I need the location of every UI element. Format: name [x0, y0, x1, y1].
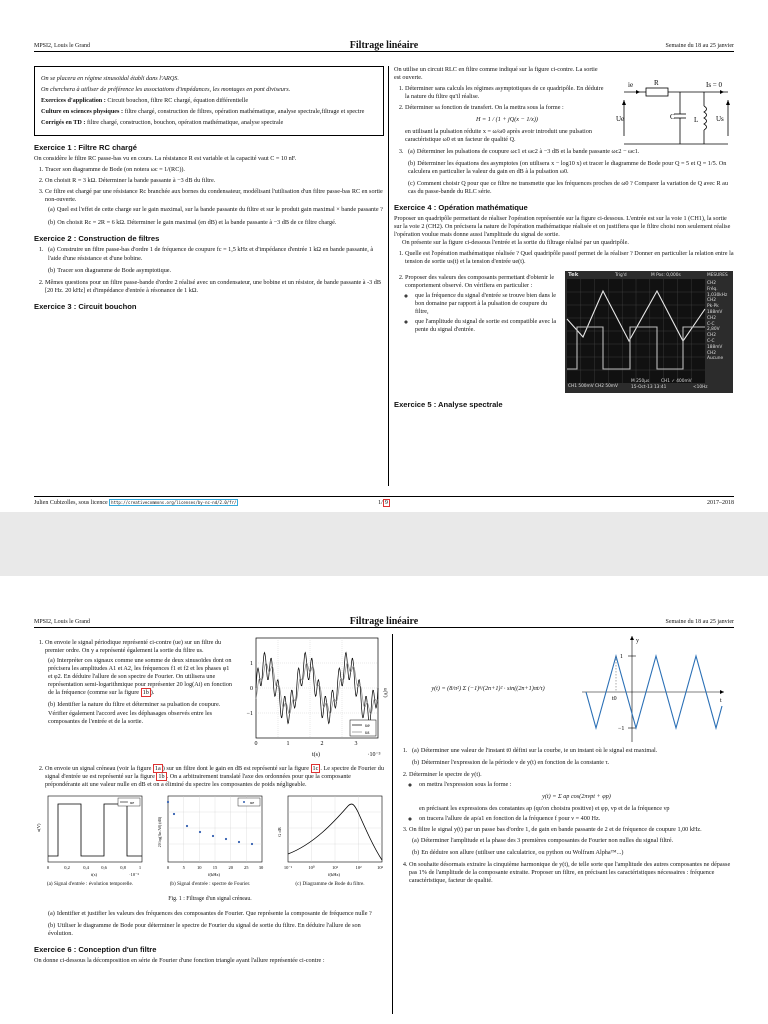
intro-culture: Culture en sciences physiques : filtre chargé, construction de filtres, opération mathématique, analyse spectrale,filtrage et spectre — [41, 108, 365, 116]
ex5-q1-block — [34, 634, 386, 762]
intro-line-2: On cherchera à utiliser de préférence les associations d'impédances, les montages en pont diviseurs. — [41, 86, 291, 94]
legend-ue: ue — [365, 724, 370, 729]
header-rule — [34, 627, 734, 628]
square-wave-plot — [34, 792, 146, 878]
column-divider — [392, 634, 393, 1014]
x-label: f(kHz) — [328, 872, 340, 878]
label-r: R — [654, 79, 659, 87]
x-tick: 0,6 — [101, 865, 107, 871]
y-label: u(V) — [382, 688, 387, 698]
scope-meas: 188mV — [707, 344, 723, 350]
x-label: t(s) — [312, 752, 320, 758]
sub-question: (b) On choisit Rc = 2R = 6 kΩ. Déterminer le gain maximal (en dB) et la bande passante à −3 dB de ce filtre chargé. — [48, 218, 337, 226]
header-left: MPSI2, Louis le Grand — [34, 619, 90, 625]
exercise-2-questions — [34, 246, 384, 294]
scope-meas: Pk-Pk — [707, 304, 719, 310]
question: 1. Quelle est l'opération mathématique réalisée ? Quel quadripôle passif permet de la réaliser ? Donner en particulier la relation entre la tension de sortie us(t) et la tension d'entrée ue(t). — [405, 250, 734, 266]
y-tick: −1 — [246, 711, 253, 717]
triangle-wave-plot — [578, 634, 728, 744]
exercise-1-intro: On considère le filtre RC passe-bas vu en cours. La résistance R est variable et la capacité vaut C = 10 nF. — [34, 155, 297, 163]
scope-date: 15-Oct-13 13:41 — [631, 385, 667, 391]
question: 2. Déterminer sa fonction de transfert. On la mettra sous la forme : H = 1 / (1 + jQ(x − 1/x)) en utilisant la pulsation réduite x = ω/ω0 après avoir introduit une pulsation caractéristique ω0 et un facteur de qualité Q. — [405, 104, 609, 144]
column-divider — [388, 66, 389, 486]
bullet: ◦ que l'amplitude du signal de sortie est compatible avec la pente du signal d'entrée. — [415, 318, 559, 334]
scope-meas: CH2 — [707, 315, 716, 321]
intro-application: Exercices d'application : Circuit bouchon, filtre RC chargé, équation différentielle — [41, 97, 249, 105]
header-left: MPSI2, Louis le Grand — [34, 43, 90, 49]
label-ie: ie — [628, 81, 634, 89]
page-number: 1/ 9 — [378, 500, 388, 506]
x-scale: ·10⁻³ — [367, 752, 381, 758]
exercise-6-title: Exercice 6 : Conception d'un filtre — [34, 944, 157, 954]
page-header — [34, 38, 734, 52]
x-tick: 0 — [254, 741, 258, 747]
fourier-series-formula: y(t) = (8/π²) Σ (−1)ⁿ/(2n+1)² · sin((2n+1)πt/τ) — [431, 684, 545, 692]
sub-question: 1. (a) Déterminer une valeur de l'instant t0 défini sur la courbe, ie un instant où le signal est maximal. — [412, 747, 658, 754]
scope-graticule — [567, 279, 705, 383]
left-column — [34, 66, 384, 314]
x-tick: 15 — [212, 865, 218, 871]
sub-question: (a) Identifier et justifier les valeurs des fréquences des composantes de Fourier. Que représente la composante de fréquence nulle ? — [48, 909, 372, 917]
question: 2. On choisit R = 3 kΩ. Déterminer la bande passante à −3 dB du filtre. — [45, 177, 384, 185]
x-scale: ·10⁻³ — [129, 872, 139, 878]
page-header — [34, 614, 734, 628]
scope-freq: <10Hz — [693, 385, 708, 391]
scope-trigger: CH1 ✓ 400mV — [661, 379, 692, 385]
intro-td: Corrigés en TD : filtre chargé, construction, bouchon, opération mathématique, analyse spectrale — [41, 119, 284, 127]
question: 3. Ce filtre est chargé par une résistance Rc branchée aux bornes du condensateur, modélisant l'utilisation d'un filtre passe-bas RC en sortie non-ouverte. (a) Quel est l'effet de cette charge sur le gain maximal, sur la bande passante du filtre et sur le produit gain maximal × bande passante ? (b) On choisit Rc = 2R = 6 kΩ. Déterminer le gain maximal (en dB) et la bande passante à −3 dB de ce filtre chargé. — [45, 188, 384, 226]
figure-1c — [274, 792, 386, 888]
page-2 — [0, 576, 768, 1024]
exercise-4-intro-2: On présente sur la figure ci-dessous l'entrée et la sortie du filtrage réalisé par un quadripôle. — [402, 238, 629, 246]
sub-question: (b) Déterminer les équations des asymptotes (on utilisera x − log10 x) et tracer le diagramme de Bode pour Q = 5 et Q = 1/5. On calculera en particulier la valeur du gain en dB à la pulsation ω0. — [408, 159, 727, 175]
x-tick: 1 — [286, 741, 290, 747]
exercise-3-title: Exercice 3 : Circuit bouchon — [34, 301, 137, 311]
x-tick: 0 — [166, 865, 170, 871]
question: 2. On envoie un signal créneau (voir la figure 1a ) sur un filtre dont le gain en dB est représenté sur la figure 1c . Le spectre de Fourier du signal d'entrée ue est représenté sur la figure 1b . On a arbitrairement translaté l'axe des ordonnées pour que la composante prépondérante ait une valeur nulle en dB et on a éliminé du spectre les composantes de poids négligeable. — [45, 765, 386, 789]
x-tick: 0 — [46, 865, 50, 871]
scope-measures: MESURES — [707, 273, 728, 279]
exercise-5-q2-subquestions — [34, 910, 386, 938]
legend: ue — [130, 800, 135, 806]
exercise-2-title: Exercice 2 : Construction de filtres — [34, 233, 160, 243]
label-is: Is = 0 — [706, 81, 723, 89]
question — [45, 246, 384, 274]
exercise-4-questions — [394, 250, 734, 266]
license-link[interactable]: http://creativecommons.org/licenses/by-nc-nd/2.0/fr/ — [111, 500, 237, 505]
right-column — [394, 66, 734, 412]
bullet: ◦ on tracera l'allure de ap/a1 en fonction de la fréquence f pour ν = 400 Hz. — [419, 815, 734, 823]
sub-question: (a) Interpréter ces signaux comme une somme de deux sinusoïdes dont on précisera les amplitudes A1 et A2, les fréquences f1 et f2 et les phases φ1 et φ2. En déduire l'allure de son spectre de Fourier. On utilisera une représentation semi-logarithmique pour représenter 20 log(Ai) en fonction de la fréquence (comme sur la figure 1b ). — [48, 657, 233, 697]
sub-question: (c) Comment choisir Q pour que ce filtre ne transmette que les fréquences proches de ω0 ? Comparer la variation de Q avec R au cas du passe-bande du RLC série. — [408, 179, 728, 195]
x-tick: 10⁰ — [308, 865, 315, 871]
question: 2. Mêmes questions pour un filtre passe-bande d'ordre 2 réalisé avec un condensateur, une bobine et un résistor, de bande passante à -3 dB [20 Hz. 20 kHz] et d'impédance d'entrée à résonance de 1 kΩ. — [45, 279, 384, 295]
x-tick: 2 — [320, 741, 324, 747]
header-title: Filtrage linéaire — [349, 40, 419, 51]
scope-brand: Tek — [568, 272, 579, 279]
figure-1-caption: Fig. 1 : Filtrage d'un signal créneau. — [168, 896, 252, 902]
transfer-function-formula: H = 1 / (1 + jQ(x − 1/x)) — [475, 116, 538, 124]
scope-meas: CH2 — [707, 333, 716, 339]
right-column — [398, 634, 734, 888]
x-tick: 10² — [355, 865, 362, 871]
header-right: Semaine du 18 au 25 janvier — [665, 619, 734, 625]
x-tick: 10³ — [377, 865, 383, 871]
sub-question: 3. (a) Déterminer les pulsations de coupure ωc1 et ωc2 à −3 dB et la bande passante ωc2 − ωc1. — [408, 147, 640, 155]
scope-mode: Trig'd — [615, 273, 627, 279]
header-right: Semaine du 18 au 25 janvier — [665, 43, 734, 49]
scope-meas: CH2 — [707, 281, 716, 287]
y-tick: 0 — [250, 686, 253, 692]
last-page-link[interactable]: 9 — [384, 500, 388, 506]
question — [409, 747, 734, 767]
sub-question: (b) Identifier la nature du filtre et déterminer sa pulsation de coupure. Vérifier également l'accord avec les déphasages observés entre les composantes de l'entrée et de la sortie. — [48, 701, 221, 725]
caption-1b: (b) Signal d'entrée : spectre de Fourier. — [169, 881, 251, 888]
scope-meas: C-C — [707, 339, 715, 345]
question: 4. On souhaite désormais extraire la cinquième harmonique de y(t), de telle sorte que l'amplitude des autres composantes ne dépasse pas 1% de l'amplitude de la composante extraite. Proposer un filtre, en précisant les caractéristiques nécessaires : fréquence caractéristique, facteur de qualité. — [409, 861, 734, 885]
rlc-circuit-diagram — [616, 78, 734, 156]
header-rule — [34, 51, 734, 52]
x-tick: 0,2 — [64, 865, 70, 871]
two-sinusoid-plot — [238, 634, 386, 762]
scope-meas: Aucune — [707, 356, 724, 362]
sub-question: (b) Utiliser le diagramme de Bode pour déterminer le spectre de Fourier du signal de sortie du filtre. En déduire l'allure de son évolution. — [48, 921, 361, 937]
question: 2. Proposer des valeurs des composants permettant d'obtenir le comportement observé. On vérifiera en particulier : ◦ que la fréquence du signal d'entrée se trouve bien dans le bon domaine par rapport à la pulsation de coupure du filtre, ◦ que l'amplitude du signal de sortie est compatible avec la pente du signal d'entrée. — [405, 274, 559, 334]
exercise-4-question-2 — [394, 271, 559, 391]
question: 1. Déterminer sans calculs les régimes asymptotiques de ce quadripôle. En déduire la nature du filtre qu'il réalise. — [405, 85, 609, 101]
y-label: G dB — [277, 827, 282, 838]
figure-ref[interactable]: 1a — [154, 765, 161, 772]
left-column — [34, 634, 386, 965]
series-square — [48, 804, 142, 856]
y-label: u(V) — [36, 823, 41, 833]
cosine-series-formula: y(t) = Σ ap cos(2πνpt + φp) — [542, 793, 611, 801]
y-tick: 1 — [250, 661, 253, 667]
question: 1. Tracer son diagramme de Bode (on notera ωc = 1/(RC)). — [45, 166, 384, 174]
exercise-6-intro: On donne ci-dessous la décomposition en série de Fourier d'une fonction triangle ayant l'allure représentée ci-contre : — [34, 956, 325, 964]
x-label: t(s) — [91, 872, 97, 878]
exercise-5-questions — [34, 636, 234, 760]
y-tick: −1 — [618, 726, 625, 732]
spectrum-plot — [154, 792, 266, 878]
exercise-1-title: Exercice 1 : Filtre RC chargé — [34, 143, 137, 153]
figure-1a — [34, 792, 146, 888]
bullet: ◦ on mettra l'expression sous la forme : y(t) = Σ ap cos(2πνpt + φp) en précisant les expressions des constantes ap (qu'on choisira positive) et φp, νp et de la fréquence νp — [419, 781, 734, 813]
x-tick: 25 — [244, 865, 249, 871]
exercise-4-lower — [394, 269, 734, 393]
y-label: y — [636, 638, 639, 644]
header-title: Filtrage linéaire — [349, 616, 419, 627]
x-tick: 30 — [258, 865, 264, 871]
sub-question: 1. (a) Construire un filtre passe-bas d'ordre 1 de fréquence de coupure fc = 1,5 kHz et d'impédance d'entrée 1 kΩ en bande passante, à l'aide d'une résistance et d'une bobine. — [48, 246, 374, 262]
label-c: C — [670, 113, 675, 121]
figure-ref[interactable]: 1c — [312, 765, 319, 772]
spectrum-points — [167, 801, 253, 845]
intro-box — [34, 66, 384, 136]
exercise-6-questions — [398, 747, 734, 885]
scope-ch1: CH1 500mV — [568, 384, 594, 390]
exercise-4-intro: Proposer un quadripôle permettant de réaliser l'opération représentée sur la figure ci-dessous. L'entrée est sur la voie 1 (CH1), la sortie sur la voie 2 (CH2). On précisera la nature de l'opération mathématique réalisée et on justifiera que le filtre choisi non seulement réalise l'opération voulue mais donne aussi l'amplitude du signal de sortie. — [394, 214, 731, 238]
figure-1-row — [34, 792, 386, 888]
question: 2. Déterminer le spectre de y(t). ◦ on mettra l'expression sous la forme : y(t) = Σ ap cos(2πνpt + φp) en précisant les expressions des constantes ap (qu'on choisira positive) et φp, νp et de la fréquence νp ◦ on tracera l'allure de ap/a1 en fonction de la fréquence f pour ν = 400 Hz. — [409, 771, 734, 823]
y-label: 20 log(An/A0) (dB) — [158, 817, 162, 848]
scope-timebase: M 250µs — [631, 379, 650, 385]
sub-question: (b) Déterminer l'expression de la période ν de y(t) en fonction de la constante τ. — [412, 759, 610, 767]
t0-label: t0 — [612, 696, 617, 702]
bode-plot — [274, 792, 386, 878]
scope-meas: 188mV — [707, 310, 723, 316]
sub-question: (b) En déduire son allure (utiliser une calculatrice, ou python ou Wolfram Alpha™...) — [412, 848, 624, 856]
scope-meas: CH2 — [707, 298, 716, 304]
exercise-3-questions — [394, 85, 609, 144]
figure-ref[interactable]: 1b — [142, 689, 149, 697]
x-tick: 10⁻¹ — [283, 865, 293, 871]
y-tick: 1 — [620, 654, 623, 660]
page-footer — [34, 496, 734, 506]
x-tick: 3 — [354, 741, 358, 747]
question: 3. On filtre le signal y(t) par un passe bas d'ordre 1, de gain en bande passante de 2 et de fréquence de coupure 1,00 kHz. (a) Déterminer l'amplitude et la phase des 3 premières composantes de Fourier non nulles du signal filtré. (b) En déduire son allure (utiliser une calculatrice, ou python ou Wolfram Alpha™...) — [409, 826, 734, 856]
x-tick: 1 — [138, 865, 142, 871]
sub-question: (a) Quel est l'effet de cette charge sur le gain maximal, sur la bande passante du filtre et sur le produit gain maximal × bande passante ? — [48, 206, 383, 214]
sub-question: (a) Déterminer l'amplitude et la phase des 3 premières composantes de Fourier non nulles du signal filtré. — [412, 836, 674, 844]
scope-measure-panel — [707, 281, 731, 362]
scope-meas: CH2 — [707, 350, 716, 356]
oscilloscope-screenshot — [565, 271, 733, 393]
exercise-4-title: Exercice 4 : Opération mathématique — [394, 202, 528, 212]
x-tick: 10 — [197, 865, 202, 871]
scope-meas: 1,030kHz — [707, 292, 728, 298]
bullet: ◦ que la fréquence du signal d'entrée se trouve bien dans le bon domaine par rapport à la pulsation de coupure du filtre, — [415, 292, 559, 316]
scope-meas: 2,80V — [707, 327, 720, 333]
question: 1. On envoie le signal périodique représenté ci-contre (ue) sur un filtre du premier ordre. On y a représenté également la sortie du filtre us. (a) Interpréter ces signaux comme une somme de deux sinusoïdes dont on précisera les amplitudes A1 et A2, les fréquences f1 et f2 et les phases φ1 et φ2. En déduire l'allure de son spectre de Fourier. On utilisera une représentation semi-logarithmique pour représenter 20 log(Ai) en fonction de la fréquence (comme sur la figure 1b ). (b) Identifier la nature du filtre et déterminer sa pulsation de coupure. Vérifier également l'accord avec les déphasages observés entre les composantes de l'entrée et de la sortie. — [45, 639, 234, 726]
legend-us: us — [365, 731, 370, 736]
figure-1b — [154, 792, 266, 888]
footer-year: 2017–2018 — [707, 500, 734, 506]
caption-1a: (a) Signal d'entrée : évolution temporelle. — [46, 881, 134, 888]
intro-line-1: On se placera en régime sinusoïdal établi dans l'ARQS. — [41, 75, 179, 82]
exercise-1-questions — [34, 166, 384, 226]
x-label: f(kHz) — [208, 872, 220, 878]
caption-1c: (c) Diagramme de Bode du filtre. — [295, 881, 365, 888]
footer-author: Julien Cubizolles, sous licence — [34, 500, 108, 506]
scope-ch2: CH2 50mV — [595, 384, 618, 390]
figure-ref[interactable]: 1b — [158, 773, 165, 781]
x-tick: 10¹ — [332, 865, 338, 871]
legend: ue — [250, 800, 255, 806]
label-us: Us — [716, 115, 724, 123]
sub-question: (b) Tracer son diagramme de Bode asymptotique. — [48, 266, 172, 274]
scope-meas: C-C — [707, 321, 715, 327]
exercise-5-question-2 — [34, 765, 386, 789]
x-tick: 0,8 — [120, 865, 126, 871]
scope-meas: Fréq. — [707, 286, 718, 292]
x-tick: 5 — [182, 865, 185, 871]
label-l: L — [694, 116, 699, 124]
x-tick: 20 — [228, 865, 233, 871]
scope-position: M Pos: 0,000s — [651, 273, 681, 279]
x-tick: 0,4 — [83, 865, 89, 871]
x-label: t — [720, 698, 722, 704]
exercise-3-intro: On utilise un circuit RLC en filtre comme indiqué sur la figure ci-contre. La sortie est ouverte. — [394, 66, 598, 82]
exercise-5-title: Exercice 5 : Analyse spectrale — [394, 400, 503, 410]
label-ue: Ue — [616, 115, 625, 123]
ex6-formula-row — [398, 634, 734, 744]
